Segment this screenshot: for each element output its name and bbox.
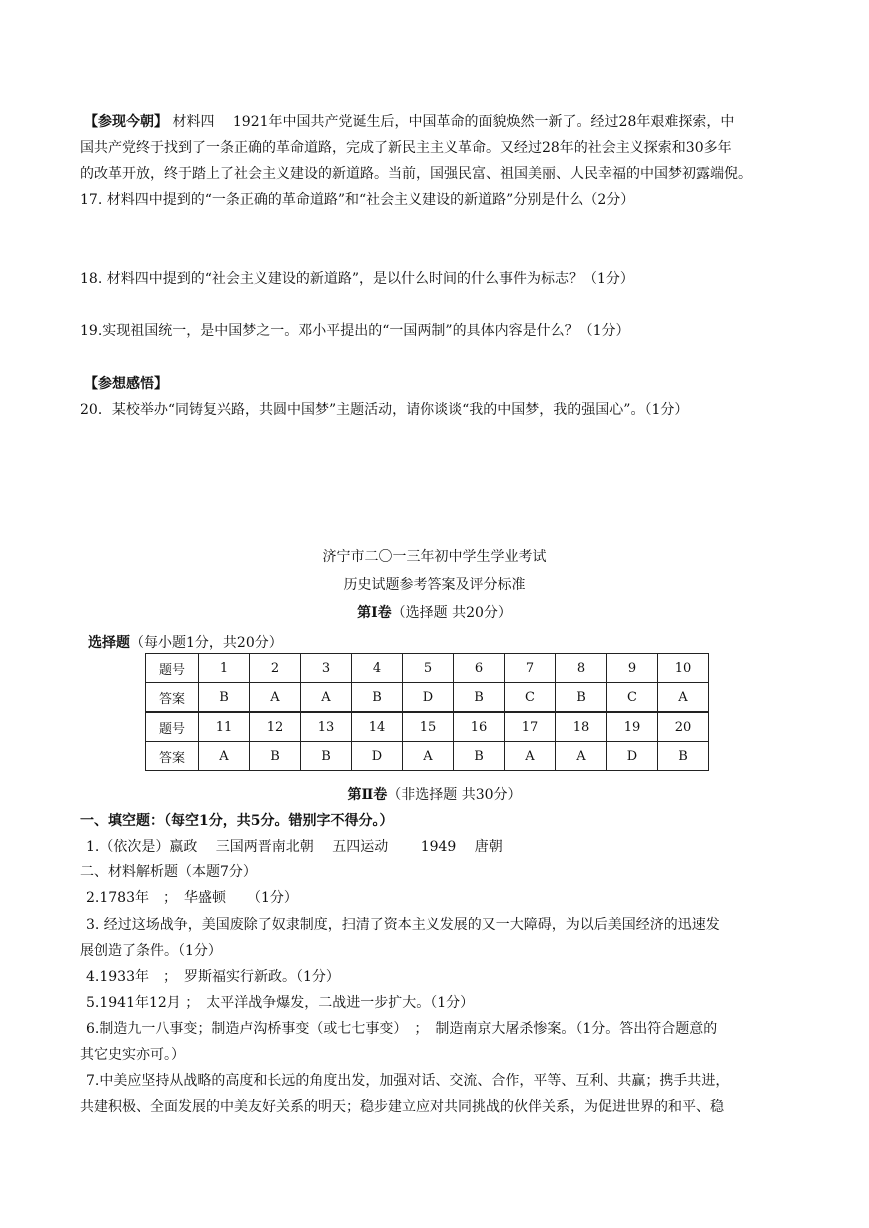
table-cell: 6 xyxy=(454,654,505,683)
analysis-heading: 二、材料解析题（本题7分） xyxy=(80,864,257,880)
table-cell: 17 xyxy=(505,712,556,742)
section-1-title xyxy=(0,604,869,622)
section-1-desc: （选择题 共20分） xyxy=(391,605,512,621)
table-cell: 14 xyxy=(352,712,403,742)
row-label: 题号 xyxy=(146,654,199,683)
table-cell: 20 xyxy=(658,712,709,742)
section-heading-canxiangganwu: 【参想感悟】 xyxy=(84,376,168,392)
table-cell: 9 xyxy=(607,654,658,683)
table-cell: C xyxy=(607,683,658,713)
question-18: 18. 材料四中提到的“社会主义建设的新道路”，是以什么时间的什么事件为标志？（1分） xyxy=(80,271,634,287)
section-heading-canxianjinchao: 【参现今朝】 xyxy=(84,114,168,130)
question-19: 19.实现祖国统一，是中国梦之一。邓小平提出的“一国两制”的具体内容是什么？（1分） xyxy=(80,323,630,339)
table-cell: A xyxy=(301,683,352,713)
table-cell: 10 xyxy=(658,654,709,683)
answer-6-line-1: 6.制造九一八事变；制造卢沟桥事变（或七七事变） ； 制造南京大屠杀惨案。（1分。答出符合题意的 xyxy=(86,1021,718,1037)
section-2-title xyxy=(0,786,869,804)
answer-title-1: 济宁市二〇一三年初中学生学业考试 xyxy=(322,549,547,565)
table-cell: 16 xyxy=(454,712,505,742)
fill-answer: 1.（依次是）嬴政 三国两晋南北朝 五四运动 1949 唐朝 xyxy=(86,839,503,855)
choice-desc: （每小题1分，共20分） xyxy=(130,635,283,651)
table-row-answers-2 xyxy=(146,742,709,771)
table-cell: 4 xyxy=(352,654,403,683)
table-cell: B xyxy=(556,683,607,713)
material-4-text: 材料四 1921年中国共产党诞生后，中国革命的面貌焕然一新了。经过28年艰难探索，中 xyxy=(172,114,735,130)
question-20: 20．某校举办“同铸复兴路，共圆中国梦”主题活动，请你谈谈“我的中国梦，我的强国心”。（1分） xyxy=(80,402,689,418)
choice-label: 选择题 xyxy=(88,635,130,651)
table-cell: C xyxy=(505,683,556,713)
table-cell: 3 xyxy=(301,654,352,683)
table-cell: 15 xyxy=(403,712,454,742)
table-cell: 5 xyxy=(403,654,454,683)
row-label: 答案 xyxy=(146,683,199,713)
answer-7-line-2: 共建积极、全面发展的中美友好关系的明天；稳步建立应对共同挑战的伙伴关系，为促进世界的和平、稳 xyxy=(80,1099,724,1115)
material-4-line-3: 的改革开放，终于踏上了社会主义建设的新道路。当前，国强民富、祖国美丽、人民幸福的中国梦初露端倪。 xyxy=(80,166,752,182)
table-cell: B xyxy=(454,742,505,771)
answer-7-line-1: 7.中美应坚持从战略的高度和长远的角度出发，加强对话、交流、合作，平等、互利、共赢；携手共进， xyxy=(86,1073,730,1089)
answer-title-2: 历史试题参考答案及评分标准 xyxy=(343,577,526,593)
table-cell: 13 xyxy=(301,712,352,742)
table-cell: 1 xyxy=(199,654,250,683)
table-cell: D xyxy=(607,742,658,771)
answer-6-line-2: 其它史实亦可。） xyxy=(80,1047,185,1063)
material-4-line-2: 国共产党终于找到了一条正确的革命道路，完成了新民主主义革命。又经过28年的社会主义探索和30多年 xyxy=(80,140,732,156)
choice-heading xyxy=(88,634,283,652)
table-cell: A xyxy=(505,742,556,771)
table-cell: A xyxy=(250,683,301,713)
answer-3-line-1: 3. 经过这场战争，美国废除了奴隶制度，扫清了资本主义发展的又一大障碍，为以后美国经济的迅速发 xyxy=(86,917,720,933)
row-label: 答案 xyxy=(146,742,199,771)
table-row-nums-2 xyxy=(146,712,709,742)
table-cell: B xyxy=(352,683,403,713)
table-cell: 8 xyxy=(556,654,607,683)
material-4-line-1 xyxy=(84,113,734,131)
table-cell: 18 xyxy=(556,712,607,742)
table-cell: B xyxy=(250,742,301,771)
section-2-desc: （非选择题 共30分） xyxy=(387,787,522,803)
row-label: 题号 xyxy=(146,712,199,742)
answer-5: 5.1941年12月 ； 太平洋战争爆发，二战进一步扩大。（1分） xyxy=(86,995,475,1011)
table-row-nums-1 xyxy=(146,654,709,683)
question-17: 17. 材料四中提到的“一条正确的革命道路”和“社会主义建设的新道路”分别是什么（2分） xyxy=(80,192,635,208)
table-cell: B xyxy=(454,683,505,713)
table-cell: A xyxy=(658,683,709,713)
answer-3-line-2: 展创造了条件。（1分） xyxy=(80,943,222,959)
table-cell: A xyxy=(403,742,454,771)
table-cell: B xyxy=(301,742,352,771)
table-cell: 2 xyxy=(250,654,301,683)
answer-4: 4.1933年 ； 罗斯福实行新政。（1分） xyxy=(86,969,340,985)
table-cell: 11 xyxy=(199,712,250,742)
table-cell: D xyxy=(403,683,454,713)
table-cell: B xyxy=(658,742,709,771)
table-cell: 7 xyxy=(505,654,556,683)
table-cell: 12 xyxy=(250,712,301,742)
answer-2: 2.1783年 ； 华盛顿 （1分） xyxy=(86,890,298,906)
table-cell: D xyxy=(352,742,403,771)
table-cell: A xyxy=(199,742,250,771)
table-row-answers-1 xyxy=(146,683,709,713)
table-cell: A xyxy=(556,742,607,771)
table-cell: 19 xyxy=(607,712,658,742)
fill-heading: 一、填空题：（每空1分，共5分。错别字不得分。） xyxy=(80,813,394,829)
section-1-label: 第Ⅰ卷 xyxy=(357,605,392,621)
section-2-label: 第Ⅱ卷 xyxy=(347,787,388,803)
table-cell: B xyxy=(199,683,250,713)
answer-table xyxy=(145,653,709,771)
